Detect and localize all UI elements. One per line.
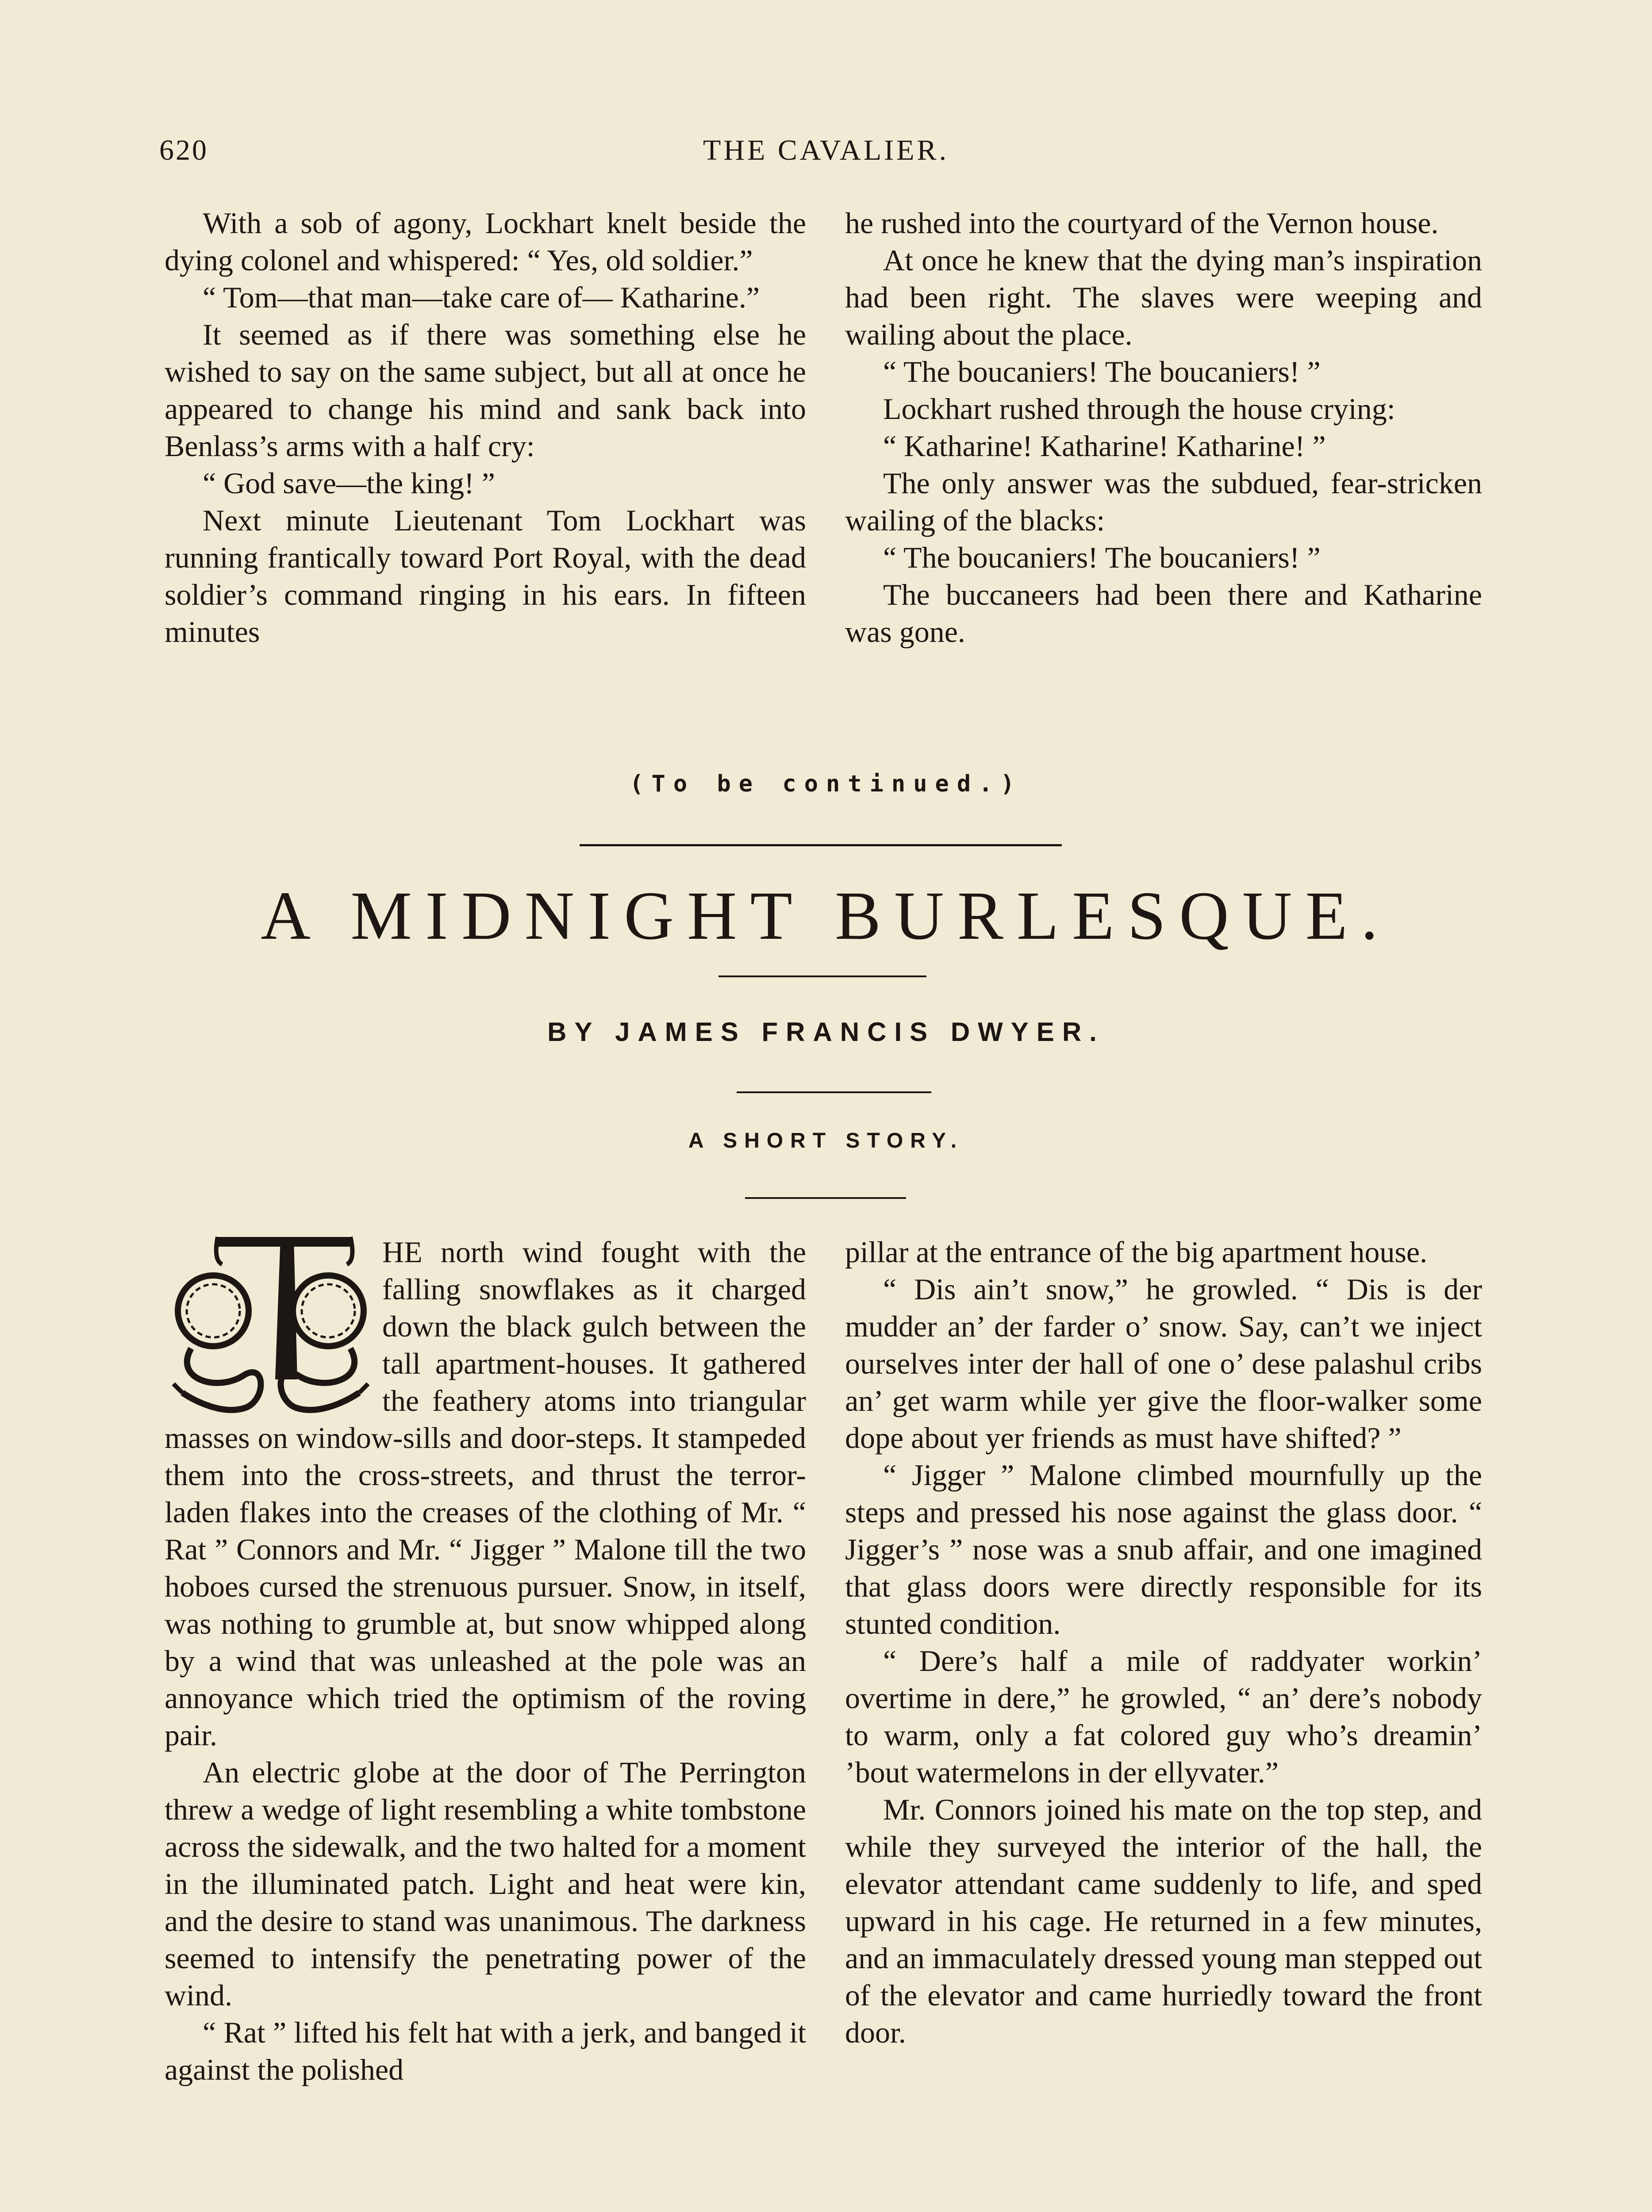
subtitle-rule [745, 1197, 906, 1199]
paragraph: With a sob of agony, Lockhart knelt beside the dying colonel and whispered: “ Yes, old soldier.” [165, 206, 806, 277]
paragraph: The buccaneers had been there and Katharine was gone. [845, 578, 1482, 649]
paragraph: “ The boucaniers! The boucaniers! ” [883, 541, 1321, 574]
paragraph: HE north wind fought with the falling snowflakes as it charged down the black gulch between the tall apartment-houses. It gathered the feathery atoms into triangular masses on window-sills and door-steps. It stampeded them into the cross-streets, and thrust the terror-laden flakes into the creases of the clothing of Mr. “ Rat ” Connors and Mr. “ Jigger ” Malone till the two hoboes cursed the strenuous pursuer. Snow, in itself, was nothing to grumble at, but snow whipped along by a wind that was unleashed at the pole was an annoyance which tried the optimism of the roving pair. [165, 1235, 806, 1752]
paragraph: Mr. Connors joined his mate on the top step, and while they surveyed the interior of the hall, the elevator attendant came suddenly to life, and sped upward in his cage. He returned in a few minutes, and an immaculately dressed young man stepped out of the elevator and came hurriedly toward the front door. [845, 1793, 1482, 2049]
paragraph: “ The boucaniers! The boucaniers! ” [883, 355, 1321, 388]
previous-story-left-column [165, 204, 806, 650]
paragraph: he rushed into the courtyard of the Vernon house. [845, 206, 1439, 240]
paragraph: “ Tom—that man—take care of— Katharine.” [203, 280, 760, 314]
story-left-column [165, 1233, 806, 2088]
story-title: A MIDNIGHT BURLESQUE. [261, 877, 1391, 954]
story-right-column [845, 1233, 1482, 2051]
paragraph: The only answer was the subdued, fear-stricken wailing of the blacks: [845, 466, 1482, 537]
section-divider [580, 844, 1062, 846]
title-rule [718, 975, 926, 977]
paragraph: Next minute Lieutenant Tom Lockhart was running frantically toward Port Royal, with the dead soldier’s command ringing in his ears. In fifteen minutes [165, 503, 806, 649]
paragraph: “ Dere’s half a mile of raddyater workin’ overtime in dere,” he growled, “ an’ dere’s nobody to warm, only a fat colored guy who’s dreamin’ ’bout watermelons in der ellyvater.” [845, 1644, 1482, 1789]
paragraph: “ Rat ” lifted his felt hat with a jerk, and banged it against the polished [165, 2016, 806, 2086]
ornamental-drop-cap [165, 1233, 377, 1419]
paragraph: “ Jigger ” Malone climbed mournfully up the steps and pressed his nose against the glass door. “ Jigger’s ” nose was a snub affair, and one imagined that glass doors were directly responsible for its stunted condition. [845, 1458, 1482, 1640]
ornamental-drop-cap-icon [165, 1233, 377, 1419]
paragraph: It seemed as if there was something else he wished to say on the same subject, but all at once he appeared to change his mind and sank back into Benlass’s arms with a half cry: [165, 318, 806, 463]
running-title: THE CAVALIER. [703, 134, 949, 166]
byline: BY JAMES FRANCIS DWYER. [547, 1017, 1105, 1047]
previous-story-right-column [845, 204, 1482, 650]
paragraph: Lockhart rushed through the house crying: [883, 392, 1395, 426]
paragraph: “ Dis ain’t snow,” he growled. “ Dis is der mudder an’ der farder o’ snow. Say, can’t we inject ourselves inter der hall of one o’ dese palashul cribs an’ get warm while yer give the floor-walker some dope about yer friends as must have shifted? ” [845, 1272, 1482, 1455]
paragraph: pillar at the entrance of the big apartment house. [845, 1235, 1428, 1269]
continued-note: (To be continued.) [630, 771, 1022, 797]
story-subtitle: A SHORT STORY. [688, 1129, 964, 1152]
paragraph: At once he knew that the dying man’s inspiration had been right. The slaves were weeping and wailing about the place. [845, 243, 1482, 351]
paragraph: An electric globe at the door of The Perrington threw a wedge of light resembling a white tombstone across the sidewalk, and the two halted for a moment in the illuminated patch. Light and heat were kin, and the desire to stand was unanimous. The darkness seemed to intensify the penetrating power of the wind. [165, 1755, 806, 2012]
paragraph: “ God save—the king! ” [203, 466, 495, 500]
paragraph: “ Katharine! Katharine! Katharine! ” [883, 429, 1326, 463]
byline-rule [737, 1091, 931, 1093]
page-number: 620 [159, 134, 208, 166]
